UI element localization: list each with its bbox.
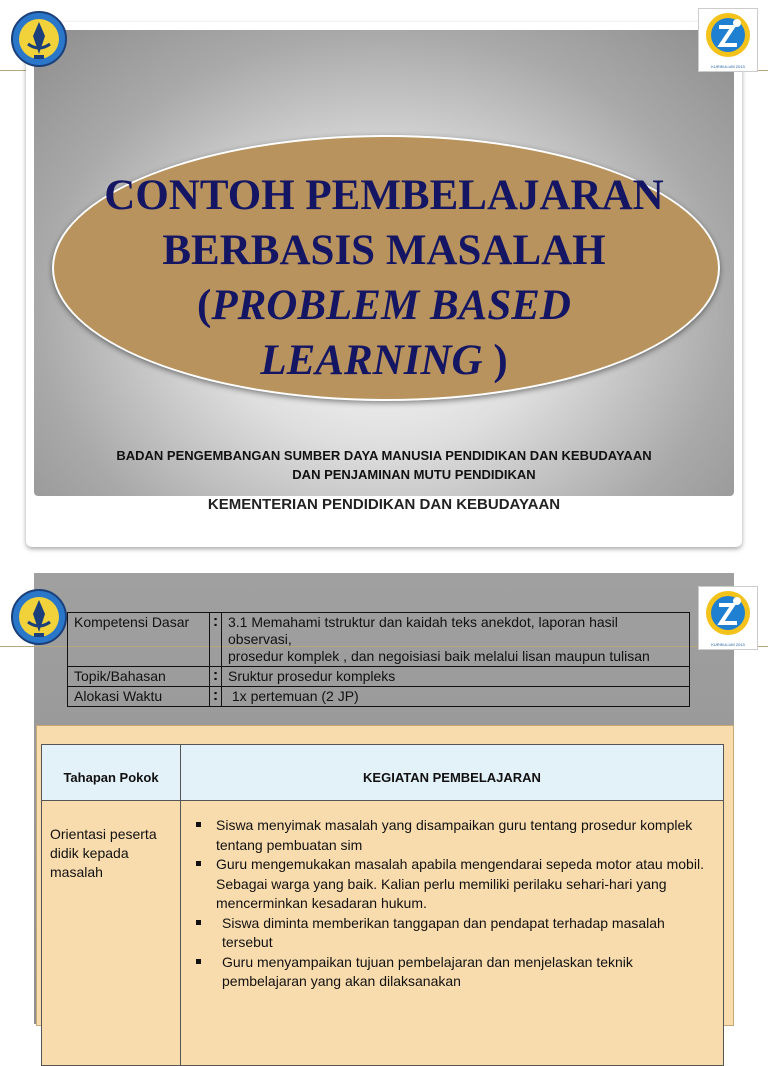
header-kegiatan: KEGIATAN PEMBELAJARAN <box>181 745 724 801</box>
agency-line-1: BADAN PENGEMBANGAN SUMBER DAYA MANUSIA PENDIDIKAN DAN KEBUDAYAAN <box>116 448 652 463</box>
info-key: Kompetensi Dasar <box>68 613 210 667</box>
header-tahapan: Tahapan Pokok <box>42 745 181 801</box>
kemdikbud-logo-icon <box>10 10 68 68</box>
info-row <box>68 687 690 707</box>
step-line: didik kepada <box>50 845 129 861</box>
kurikulum-logo <box>698 586 758 650</box>
info-key: Topik/Bahasan <box>68 667 210 687</box>
title-line-1: CONTOH PEMBELAJARAN <box>104 172 664 219</box>
info-value: 1x pertemuan (2 JP) <box>222 687 690 707</box>
list-item-line: Guru mengemukakan masalah apabila mengendarai sepeda motor atau mobil. <box>216 856 704 872</box>
info-colon: : <box>210 667 222 687</box>
step-cell <box>42 801 181 1066</box>
activity-panel <box>36 725 734 1026</box>
info-colon: : <box>210 687 222 707</box>
info-value-line: 3.1 Memahami tstruktur dan kaidah teks anekdot, laporan hasil observasi, <box>228 614 618 647</box>
slide-2 <box>0 565 768 1024</box>
list-item <box>192 816 722 855</box>
list-item-line: Sebagai warga yang baik. Kalian perlu memiliki perilaku sehari-hari yang <box>216 875 667 892</box>
kurikulum-caption: KURIKULUM 2013 <box>711 64 745 69</box>
info-row <box>68 667 690 687</box>
learning-activity-table <box>41 744 724 1066</box>
agency-name <box>34 446 734 484</box>
lesson-info-table <box>67 612 690 707</box>
kurikulum-emblem-icon <box>699 9 757 59</box>
title-line-4 <box>52 333 716 388</box>
list-item-line: Guru menyampaikan tujuan pembelajaran dan menjelaskan teknik <box>222 953 633 970</box>
list-item-line: tentang pembuatan sim <box>216 836 363 853</box>
list-item-line: Siswa diminta memberikan tanggapan dan pendapat terhadap masalah <box>222 914 665 931</box>
title-line-3 <box>52 278 716 333</box>
info-value-line: prosedur komplek , dan negoisiasi baik melalui lisan maupun tulisan <box>228 648 650 664</box>
title-close-paren: ) <box>482 337 508 384</box>
list-item <box>192 855 722 914</box>
info-value: Sruktur prosedur kompleks <box>222 667 690 687</box>
step-line: Orientasi peserta <box>50 826 157 842</box>
slide-title <box>52 168 716 388</box>
title-open-paren: ( <box>197 282 212 329</box>
kurikulum-emblem-icon <box>699 587 757 637</box>
title-line-2: BERBASIS MASALAH <box>162 227 606 274</box>
info-value <box>222 613 690 667</box>
activity-list <box>182 816 722 992</box>
list-item <box>192 914 722 953</box>
info-key: Alokasi Waktu <box>68 687 210 707</box>
table-row <box>42 801 724 1066</box>
kurikulum-caption: KURIKULUM 2013 <box>711 642 745 647</box>
list-item-line: pembelajaran yang akan dilaksanakan <box>222 973 461 989</box>
info-row <box>68 613 690 667</box>
list-item-line: mencerminkan kesadaran hukum. <box>216 895 427 911</box>
kemdikbud-logo-icon <box>10 588 68 646</box>
list-item-line: tersebut <box>222 934 273 950</box>
list-item-line: Siswa menyimak masalah yang disampaikan guru tentang prosedur komplek <box>216 817 693 833</box>
step-line: masalah <box>50 864 103 880</box>
list-item <box>192 953 722 992</box>
agency-line-2: DAN PENJAMINAN MUTU PENDIDIKAN <box>292 467 536 482</box>
ministry-name: KEMENTERIAN PENDIDIKAN DAN KEBUDAYAAN <box>207 496 561 513</box>
title-italic-2: LEARNING <box>260 337 483 384</box>
info-colon: : <box>210 613 222 667</box>
activity-cell <box>181 801 724 1066</box>
kurikulum-logo <box>698 8 758 72</box>
table-header-row <box>42 745 724 801</box>
title-italic-1: PROBLEM BASED <box>211 282 571 329</box>
